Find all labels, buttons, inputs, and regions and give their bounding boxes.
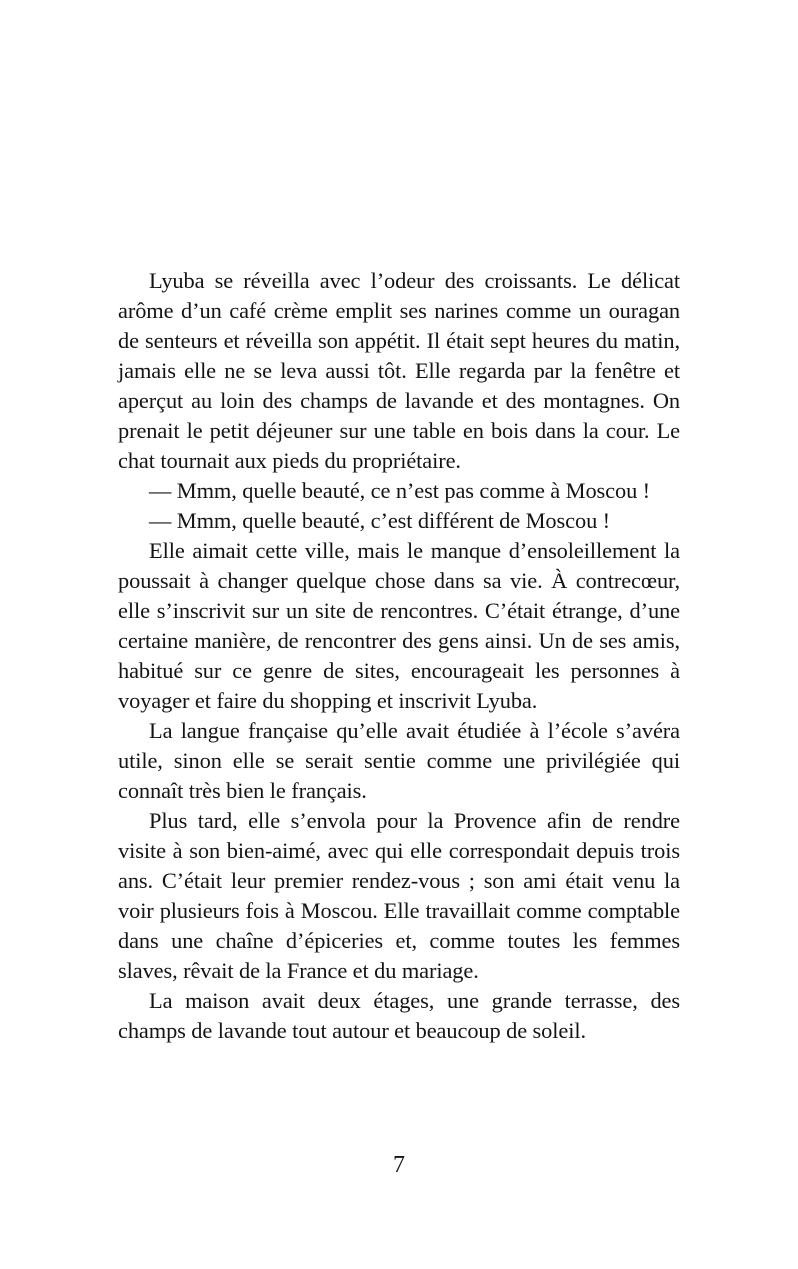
paragraph-dialogue-2: — Mmm, quelle beauté, c’est différent de Moscou ! (149, 508, 611, 533)
paragraph-french-language: La langue française qu’elle avait étudiée à l’école s’avéra utile, sinon elle se serait sentie comme une privilégiée qui connaît très bien le français. (118, 718, 680, 803)
paragraph-dating-site: Elle aimait cette ville, mais le manque d’ensoleillement la poussait à changer quelque chose dans sa vie. À contrecœur, elle s’inscrivit sur un site de rencontres. C’était étrange, d’une certaine manière, de rencontrer des gens ainsi. Un de ses amis, habitué sur ce genre de sites, encourageait les personnes à voyager et faire du shopping et inscrivit Lyuba. (118, 538, 680, 713)
paragraph-provence-trip: Plus tard, elle s’envola pour la Provence afin de rendre visite à son bien-aimé, avec qui elle correspondait depuis trois ans. C’était leur premier rendez-vous ; son ami était venu la voir plusieurs fois à Moscou. Elle travaillait comme comptable dans une chaîne d’épiceries et, comme toutes les femmes slaves, rêvait de la France et du mariage. (118, 808, 680, 983)
paragraph-house: La maison avait deux étages, une grande terrasse, des champs de lavande tout autour et beaucoup de soleil. (118, 988, 680, 1043)
page-number: 7 (393, 1152, 405, 1178)
paragraph-dialogue-1: — Mmm, quelle beauté, ce n’est pas comme à Moscou ! (149, 478, 651, 503)
body-text (118, 266, 680, 1046)
paragraph-morning: Lyuba se réveilla avec l’odeur des croissants. Le délicat arôme d’un café crème emplit ses narines comme un ouragan de senteurs et réveilla son appétit. Il était sept heures du matin, jamais elle ne se leva aussi tôt. Elle regarda par la fenêtre et aperçut au loin des champs de lavande et des montagnes. On prenait le petit déjeuner sur une table en bois dans la cour. Le chat tournait aux pieds du propriétaire. (118, 268, 680, 473)
